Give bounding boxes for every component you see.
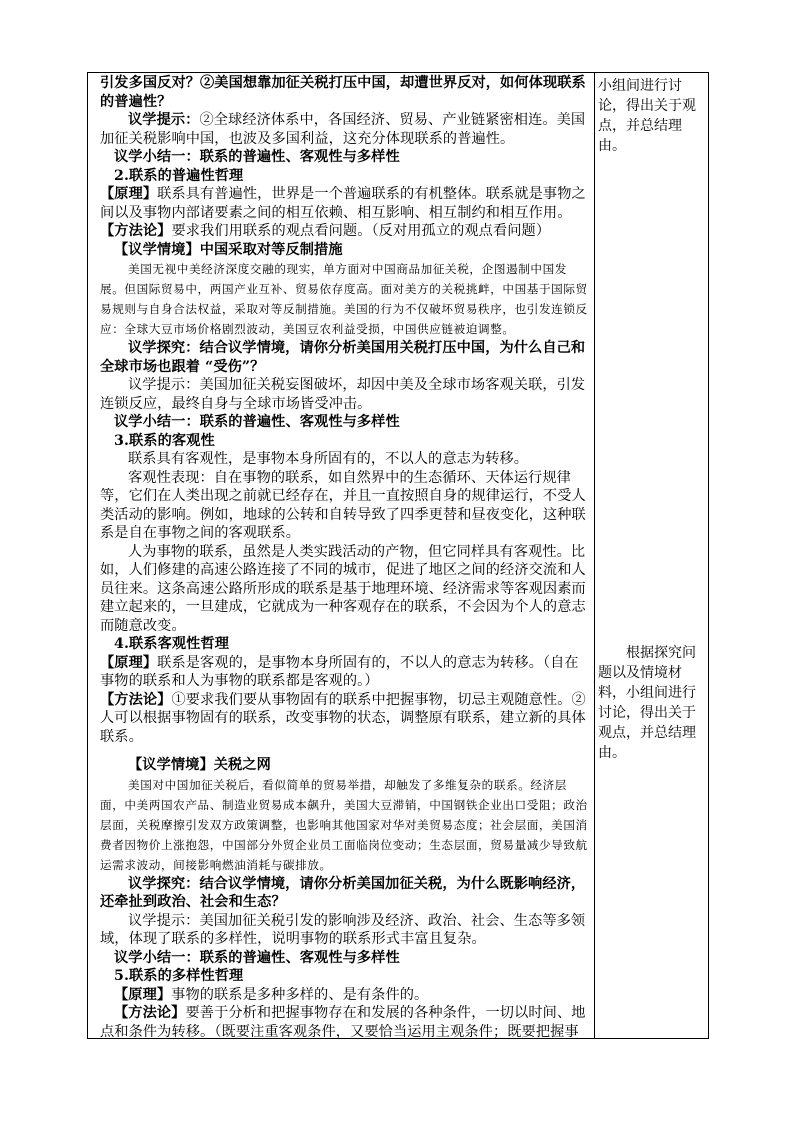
scenario-text: 美国无视中美经济深度交融的现实，单方面对中国商品加征关税，企图遏制中国发展。但国际贸易中，两国产业互补、贸易依存度高。面对美方的关税挑衅，中国基于国际贸易规则与自身合法权益，采取对等反制措施。美国的行为不仅破坏贸易秩序，也引发连锁反应：全球大豆市场价格剧烈波动，美国豆农利益受损，中国供应链被迫调整。 <box>100 262 588 336</box>
hint-text: 美国加征关税引发的影响涉及经济、政治、社会、生态等多领域，体现了联系的多样性，说明事物的联系形式丰富且复杂。 <box>100 912 586 947</box>
principle-paragraph <box>100 185 590 222</box>
principle-tag: 【原理】 <box>100 186 158 202</box>
hint-paragraph <box>100 111 590 148</box>
section-heading: 2.联系的普遍性哲理 <box>114 167 244 184</box>
main-content-cell <box>100 74 590 1041</box>
inquiry-text: 议学探究：结合议学情境，请你分析美国用关税打压中国，为什么自己和全球市场也跟着 “受伤”？ <box>100 340 586 375</box>
column-divider <box>594 72 595 1039</box>
inquiry-text: 议学探究：结合议学情境，请你分析美国加征关税，为什么既影响经济，还牵扯到政治、社会和生态？ <box>100 875 586 910</box>
body-paragraph: 人为事物的联系，虽然是人类实践活动的产物，但它同样具有客观性。比如，人们修建的高速公路连接了不同的城市，促进了地区之间的经济交流和人员往来。这条高速公路所形成的联系是基于地理环境、经济需求等客观因素而建立起来的，一旦建成，它就成为一种客观存在的联系，不会因为个人的意志而随意改变。 <box>100 543 586 634</box>
principle-paragraph <box>100 986 590 1005</box>
question-text: 引发多国反对？②美国想靠加征关税打压中国，却遭世界反对，如何体现联系的普遍性？ <box>100 75 586 110</box>
summary-heading: 议学小结一：联系的普遍性、客观性与多样性 <box>114 414 400 430</box>
scenario-text: 美国对中国加征关税后，看似简单的贸易举措，却触发了多维复杂的联系。经济层面，中美两国农产品、制造业贸易成本飙升，美国大豆滞销，中国钢铁企业出口受阻；政治层面，关税摩擦引发双方政策调整，也影响其他国家对华对美贸易态度；社会层面，美国消费者因物价上涨抱怨，中国部分外贸企业员工面临岗位变动；生态层面，贸易量减少导致航运需求波动，间接影响燃油消耗与碳排放。 <box>100 777 588 872</box>
method-paragraph <box>100 691 590 747</box>
method-text: ①要求我们要从事物固有的联系中把握事物，切忌主观随意性。②人可以根据事物固有的联系，改变事物的状态，调整原有联系，建立新的具体联系。 <box>100 691 586 745</box>
method-paragraph <box>100 222 590 241</box>
summary-heading: 议学小结一：联系的普遍性、客观性与多样性 <box>114 149 400 165</box>
activity-note: 小组间进行讨论，得出关于观点，并总结理由。 <box>598 78 696 154</box>
hint-paragraph <box>100 912 590 949</box>
hint-paragraph <box>100 376 590 413</box>
method-tag: 【方法论】 <box>100 223 172 239</box>
hint-label: 议学提示： <box>128 112 200 128</box>
principle-tag: 【原理】 <box>100 654 158 671</box>
principle-text: 事物的联系是多种多样的、是有条件的。 <box>171 986 429 1003</box>
body-paragraph: 联系具有客观性，是事物本身所固有的，不以人的意志为转移。 <box>128 451 529 467</box>
method-paragraph <box>100 1004 590 1041</box>
hint-text: 美国加征关税妄图破坏，却因中美及全球市场客观关联，引发连锁反应，最终自身与全球市场皆受冲击。 <box>100 377 586 412</box>
section-heading: 4.联系客观性哲理 <box>114 636 230 652</box>
method-text: 要善于分析和把握事物存在和发展的各种条件，一切以时间、地点和条件为转移。（既要注重客观条件，又要恰当运用主观条件；既要把握事 <box>100 1005 586 1040</box>
scenario-heading: 【议学情境】中国采取对等反制措施 <box>114 241 343 258</box>
hint-text: ②全球经济体系中，各国经济、贸易、产业链紧密相连。美国加征关税影响中国，也波及多国利益，这充分体现联系的普遍性。 <box>100 112 586 147</box>
hint-label: 议学提示： <box>128 912 200 929</box>
scenario-heading: 【议学情境】关税之网 <box>128 757 271 773</box>
summary-heading: 议学小结一：联系的普遍性、客观性与多样性 <box>114 949 400 966</box>
method-tag: 【方法论】 <box>114 1005 186 1021</box>
section-heading: 5.联系的多样性哲理 <box>114 968 244 984</box>
hint-label: 议学提示： <box>128 377 200 393</box>
principle-text: 联系是客观的，是事物本身所固有的，不以人的意志为转移。（自在事物的联系和人为事物的联系都是客观的。） <box>100 654 579 689</box>
body-paragraph: 客观性表现：自在事物的联系，如自然界中的生态循环、天体运行规律等，它们在人类出现之前就已经存在，并且一直按照自身的规律运行，不受人类活动的影响。例如，地球的公转和自转导致了四季更替和昼夜变化，这种联系是自在事物之间的客观联系。 <box>100 469 586 541</box>
principle-paragraph <box>100 654 590 691</box>
section-heading: 3.联系的客观性 <box>114 432 215 449</box>
method-text: 要求我们用联系的观点看问题。（反对用孤立的观点看问题） <box>171 223 551 239</box>
principle-tag: 【原理】 <box>114 986 172 1003</box>
principle-text: 联系具有普遍性，世界是一个普遍联系的有机整体。联系就是事物之间以及事物内部诸要素之间的相互依赖、相互影响、相互制约和相互作用。 <box>100 186 586 221</box>
method-tag: 【方法论】 <box>100 691 172 708</box>
activity-note: 根据探究问题以及情境材料，小组间进行讨论，得出关于观点，并总结理由。 <box>598 645 696 761</box>
